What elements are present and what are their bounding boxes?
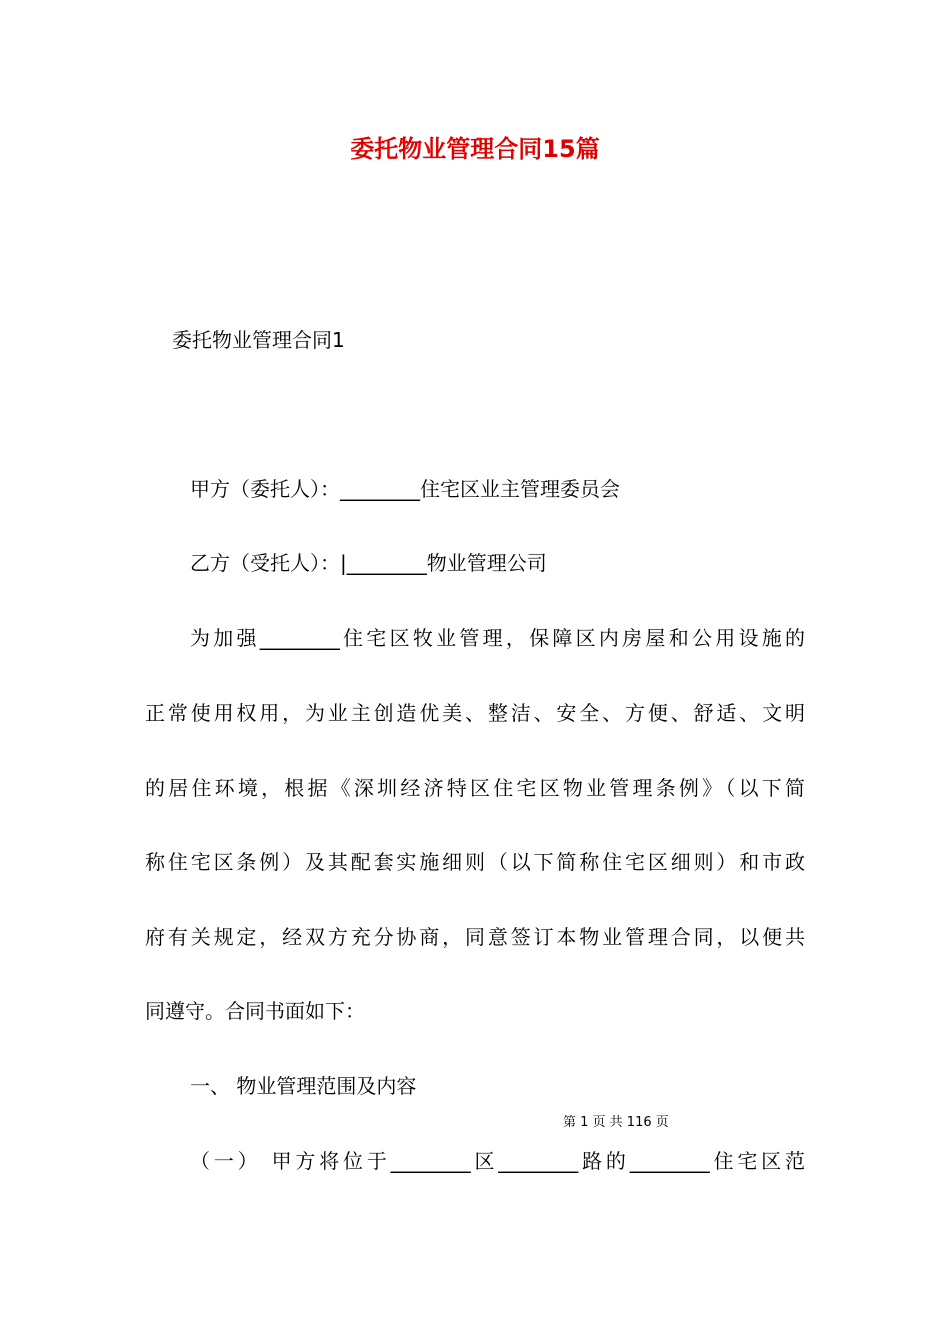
page-number-footer: 第 1 页 共 116 页	[563, 1115, 669, 1130]
party-a-line: 甲方（委托人）：________住宅区业主管理委员会	[190, 477, 620, 501]
party-b-line: 乙方（受托人）：|________物业管理公司	[190, 551, 547, 575]
body-paragraph-line: 的居住环境，根据《深圳经济特区住宅区物业管理条例》（以下简	[145, 776, 805, 800]
body-paragraph-line: 为加强________住宅区牧业管理，保障区内房屋和公用设施的	[190, 626, 805, 650]
body-paragraph-line: 称住宅区条例）及其配套实施细则（以下简称住宅区细则）和市政	[145, 850, 805, 874]
body-paragraph-line: 同遵守。合同书面如下：	[145, 999, 365, 1023]
body-paragraph-line: 正常使用权用，为业主创造优美、整洁、安全、方便、舒适、文明	[145, 701, 805, 725]
clause-line: （一） 甲方将位于________区________路的________住宅区范	[190, 1149, 805, 1173]
clause-heading: 一、 物业管理范围及内容	[190, 1074, 417, 1098]
body-paragraph-line: 府有关规定，经双方充分协商，同意签订本物业管理合同，以便共	[145, 925, 805, 949]
section-title: 委托物业管理合同1	[172, 328, 345, 352]
document-title: 委托物业管理合同15篇	[350, 135, 600, 163]
